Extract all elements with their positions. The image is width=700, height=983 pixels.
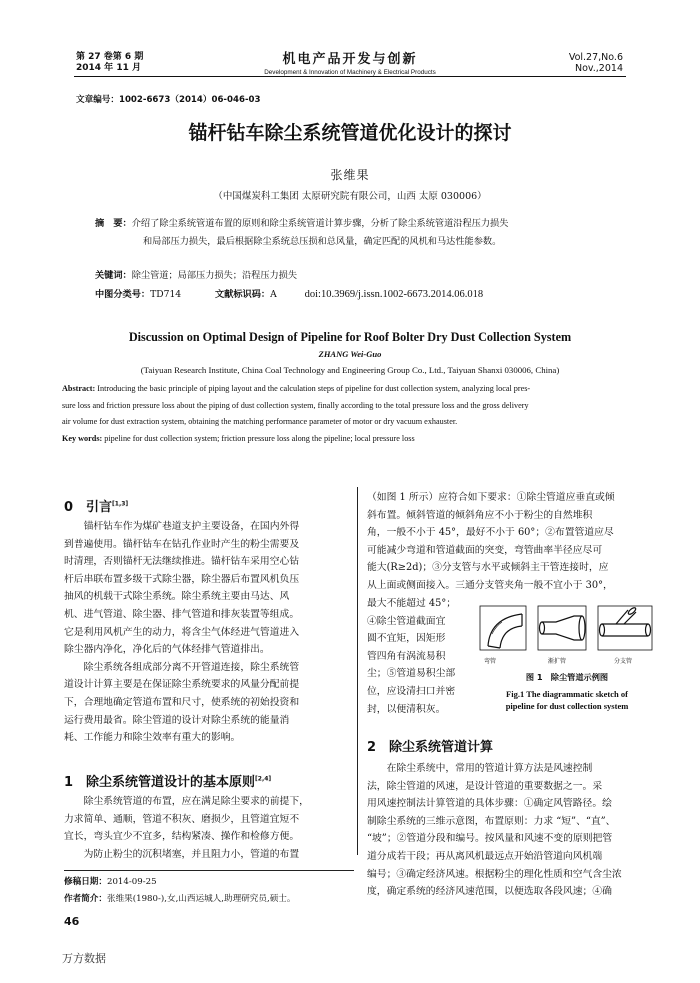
figure-1 [478, 594, 656, 724]
paragraph-line: 最大不能超过 45°； [367, 598, 457, 609]
abstract-cn-line2: 和局部压力损失，最后根据除尘系统总压损和总风量，确定匹配的风机和马达性能参数。 [143, 236, 502, 247]
doc-code: A [270, 289, 277, 300]
footnote [64, 874, 296, 908]
keywords-en-label: Key words: [62, 433, 103, 443]
paragraph-line: 管四角有涡流易积 [367, 650, 446, 662]
article-number: 文章编号：1002-6673（2014）06-046-03 [76, 95, 261, 105]
journal-name-en: Development & Innovation of Machinery & Electrical Products [264, 69, 436, 76]
branch-pipe-illustration [598, 606, 652, 650]
section-2-body [367, 760, 653, 901]
paragraph-line: 到普遍使用。锚杆钻车在钻孔作业时产生的粉尘需要及 [64, 538, 300, 550]
title-cn: 锚杆钻车除尘系统管道优化设计的探讨 [188, 122, 512, 144]
column-divider [357, 487, 358, 855]
abstract-en-line2: sure loss and friction pressure loss about the piping of dust collection system, finally according to the total pressure loss and the gross delivery [62, 400, 529, 410]
paragraph: 除尘系统管道的布置，应在满足除尘要求的前提下， [83, 796, 309, 807]
paragraph-line: 斜布置。倾斜管道的倾斜角应不小于粉尘的自然堆积 [367, 509, 593, 521]
paragraph-line: 制除尘系统的三维示意图，布置原则：力求 “短”、“直”、 [367, 815, 616, 827]
paragraph-line: 机、进气管道、除尘器、排气管道和排灰装置等组成。 [64, 608, 300, 620]
abstract-en-line3: air volume for dust extraction system, obtaining the matching performance parameter of motor or dry vacuum exhauster. [62, 417, 458, 426]
paragraph-line: 时清理，否则锚杆无法继续推进。锚杆钻车采用空心钻 [64, 556, 300, 568]
figure-caption-en-2: pipeline for dust collection system [505, 701, 629, 711]
clc-label: 中图分类号： [95, 289, 151, 300]
paragraph-line: 位，应设清扫口并密 [367, 685, 456, 697]
revision-date: 2014-09-25 [106, 877, 157, 887]
paragraph: 在除尘系统中，常用的管道计算方法是风速控制 [386, 763, 593, 774]
keywords-cn-text: 除尘管道；局部压力损失；沿程压力损失 [131, 270, 298, 281]
keywords-cn-label: 关键词： [95, 270, 132, 281]
author-bio-label: 作者简介： [64, 894, 107, 904]
paragraph-line: 从上面或侧面接入。三通分支管夹角一般不宜小于 30°， [367, 579, 613, 591]
paragraph-line: 道设计计算主要是在保证除尘系统要求的风量分配前提 [64, 679, 300, 691]
bend-pipe-illustration [480, 606, 526, 650]
figure-label-branch: 分支管 [614, 658, 633, 665]
header-rule [74, 76, 626, 77]
paragraph-line: 编号；③确定经济风速。根据粉尘的理化性质和空气含尘浓 [367, 868, 622, 880]
issue-date: 2014 年 11 月 [76, 63, 141, 73]
paragraph-line: 道分成若干段；再从离风机最远点开始沿管道向风机端 [367, 850, 603, 862]
vol-date: Nov.,2014 [574, 63, 623, 74]
paragraph: 锚杆钻车作为煤矿巷道支护主要设备，在国内外得 [83, 521, 300, 532]
issue-info [76, 52, 143, 74]
journal-name [220, 48, 480, 76]
wrap-text [367, 595, 477, 718]
volume-issue: 第 27 卷第 6 期 [76, 52, 144, 62]
abstract-en-label: Abstract: [62, 384, 96, 393]
right-column-body [367, 489, 653, 595]
paragraph-line: 度，确定系统的经济风速范围，以便选取各段风速；④确 [367, 886, 612, 898]
section-0-ref: [1,3] [112, 500, 129, 508]
section-2-title: 2 除尘系统管道计算 [367, 740, 494, 755]
expanding-pipe-illustration [538, 606, 586, 650]
paragraph-line: 运行费用最省。除尘管道的设计对除尘系统的能量消 [64, 714, 290, 726]
paragraph-line: 法，除尘管道的风速，是设计管道的重要数据之一。采 [367, 780, 603, 792]
paragraph-line: 圆不宜矩，因矩形 [367, 633, 446, 645]
paragraph-line: 宜长，弯头宜少不宜多，结构紧凑、操作和检修方便。 [64, 831, 300, 843]
paragraph-line: 耗、工作能力和除尘效率有重大的影响。 [64, 732, 241, 744]
paragraph-line: 能大(R≥2d)；③分支管与水平或倾斜主干管连接时，应 [367, 562, 609, 574]
author-en: ZHANG Wei-Guo [318, 349, 382, 359]
paragraph-line: 除尘器内净化，净化后的气体经排气管道排出。 [64, 644, 270, 656]
classification-line [95, 286, 483, 300]
paragraph-line: 力求简单、通顺，管道不积灰、磨损少，且管道宜短不 [64, 813, 300, 825]
section-0-body [64, 518, 350, 747]
paragraph-line: 可能减少弯道和管道截面的突变，弯管曲率半径应尽可 [367, 544, 603, 556]
paragraph-line: 角，一般不小于 45°，最好不小于 60°；②布置管道应尽 [367, 527, 614, 539]
figure-label-expanding: 渐扩管 [548, 658, 567, 665]
paragraph-line: 杆后串联布置多级干式除尘器，除尘器后布置风机负压 [64, 573, 300, 585]
paragraph-line: 它是利用风机产生的动力，将含尘气体经进气管道进入 [64, 626, 300, 638]
page-number: 46 [64, 915, 80, 928]
abstract-cn-line1: 介绍了除尘系统管道布置的原则和除尘系统管道计算步骤，分析了除尘系统管道沿程压力损失 [131, 218, 509, 229]
paragraph-line: “坡”；②管道分段和编号。按风量和风速不变的原则把管 [367, 833, 613, 845]
figure-caption-en-1: Fig.1 The diagrammatic sketch of [506, 689, 628, 699]
affiliation-cn: （中国煤炭科工集团 太原研究院有限公司，山西 太原 030006） [213, 191, 487, 202]
paragraph-line: 抽风的机载干式除尘系统。除尘系统主要由马达、风 [64, 591, 290, 603]
section-1-heading [64, 771, 271, 790]
section-1-ref: [2,4] [255, 775, 272, 783]
paragraph-line: ④除尘管道截面宜 [367, 615, 446, 627]
pipe-diagram [478, 594, 656, 664]
section-1-body [64, 793, 350, 863]
vol-info [569, 52, 623, 74]
watermark: 万方数据 [62, 952, 106, 965]
revision-date-label: 修稿日期： [64, 877, 107, 887]
figure-caption-cn: 图 1 除尘管道示例图 [525, 672, 609, 682]
paragraph-line: 下，合理地确定管道布置和尺寸，使系统的初始投资和 [64, 696, 300, 708]
author-bio: 张维果(1980-),女,山西运城人,助理研究员,硕士。 [106, 894, 296, 904]
figure-label-bend: 弯管 [484, 658, 497, 665]
footnote-rule [64, 870, 354, 871]
author-cn: 张维果 [330, 168, 370, 182]
section-0-heading [64, 496, 128, 515]
paragraph-line: （如图 1 所示）应符合如下要求：①除尘管道应垂直或倾 [367, 492, 615, 503]
paragraph-line: 用风速控制法计算管道的具体步骤：①确定风管路径。绘 [367, 798, 612, 810]
section-1-title: 1 除尘系统管道设计的基本原则 [64, 775, 256, 790]
journal-name-cn: 机电产品开发与创新 [282, 52, 418, 67]
title-en: Discussion on Optimal Design of Pipeline for Roof Bolter Dry Dust Collection System [128, 330, 572, 344]
abstract-cn [95, 215, 625, 251]
abstract-cn-label: 摘 要： [95, 218, 132, 229]
vol-number: Vol.27,No.6 [568, 52, 623, 63]
clc-code: TD714 [150, 289, 182, 300]
keywords-cn [95, 267, 297, 281]
doc-code-label: 文献标识码： [215, 289, 271, 300]
paragraph-line: 封，以便清积灰。 [367, 703, 446, 715]
affiliation-en: (Taiyuan Research Institute, China Coal Technology and Engineering Group Co., Ltd., Taiyuan Shanxi 030006, China) [140, 365, 560, 375]
paragraph: 为防止粉尘的沉积堵塞，并且阻力小，管道的布置 [83, 848, 300, 860]
abstract-en-line1: Introducing the basic principle of piping layout and the calculation steps of pipeline for dust collection system, analyzing local pres- [95, 384, 531, 393]
abstract-en [62, 381, 638, 447]
paragraph-line: 尘；⑤管道易积尘部 [367, 668, 456, 680]
keywords-en-text: pipeline for dust collection system; friction pressure loss along the pipeline; local pressure loss [102, 433, 415, 443]
doi: doi:10.3969/j.issn.1002-6673.2014.06.018 [304, 289, 484, 300]
paragraph: 除尘系统各组成部分离不开管道连接，除尘系统管 [83, 661, 300, 673]
section-0-title: 0 引言 [64, 500, 113, 515]
